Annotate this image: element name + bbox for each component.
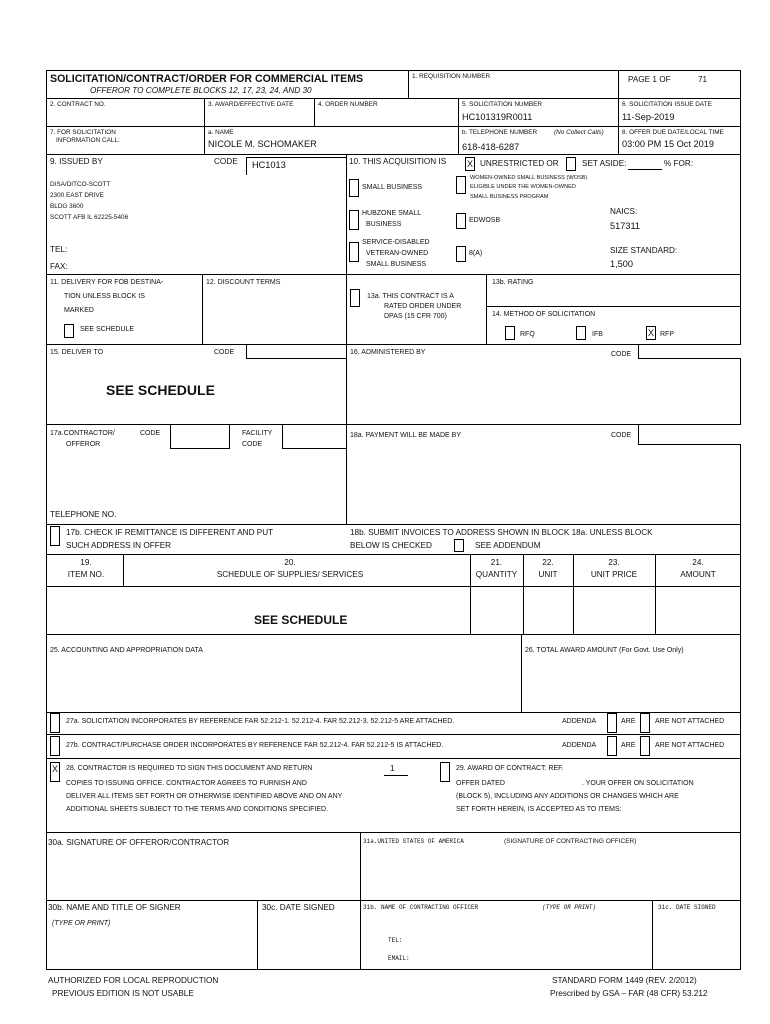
telephone-number[interactable]: 618-418-6287 <box>462 142 520 152</box>
set-aside-checkbox[interactable] <box>566 157 576 171</box>
officer-email-label: EMAIL: <box>388 955 410 962</box>
col-unit-num: 22. <box>542 558 554 567</box>
method-label: 14. METHOD OF SOLICITATION <box>492 311 596 318</box>
27b-are-label: ARE <box>621 742 636 749</box>
issued-address-line-4: SCOTT AFB IL 62225-5406 <box>50 214 129 221</box>
ifb-label: IFB <box>592 331 603 338</box>
col-unit-price-label: UNIT PRICE <box>590 570 638 579</box>
28-label-3: DELIVER ALL ITEMS SET FORTH OR OTHERWISE IDENTIFIED ABOVE AND ON ANY <box>66 793 343 800</box>
info-call-label-2: INFORMATION CALL: <box>56 137 120 144</box>
contact-name-label: a. NAME <box>208 129 234 136</box>
wosb-label-1: WOMEN-OWNED SMALL BUSINESS (WOSB) <box>470 175 588 181</box>
contractor-label-2: OFFEROR <box>66 441 101 448</box>
contractor-code-field[interactable] <box>170 425 230 449</box>
size-standard-label: SIZE STANDARD: <box>610 246 678 255</box>
29-label-3: (BLOCK 5), INCLUDING ANY ADDITIONS OR CHANGES WHICH ARE <box>456 793 679 800</box>
contractor-code-label: CODE <box>140 430 161 437</box>
see-addendum-checkbox[interactable] <box>454 539 464 552</box>
rated-order-label-2: RATED ORDER UNDER <box>384 303 462 310</box>
issued-tel-label: TEL: <box>50 245 68 254</box>
rfq-checkbox[interactable] <box>505 326 515 340</box>
28-label-2: COPIES TO ISSUING OFFICE. CONTRACTOR AGREES TO FURNISH AND <box>66 780 307 787</box>
signature-officer-label: (SIGNATURE OF CONTRACTING OFFICER) <box>504 838 637 845</box>
col-unit-price-num: 23. <box>608 558 620 567</box>
invoice-label-1: 18b. SUBMIT INVOICES TO ADDRESS SHOWN IN BLOCK 18a. UNLESS BLOCK <box>350 528 653 537</box>
rated-order-label-1: 13a. THIS CONTRACT IS A <box>367 293 454 300</box>
set-aside-percent-label: % FOR: <box>664 159 694 168</box>
usa-label: 31a.UNITED STATES OF AMERICA <box>363 838 464 845</box>
wosb-label-2: ELIGIBLE UNDER THE WOMEN-OWNED <box>470 184 576 190</box>
contact-name[interactable]: NICOLE M. SCHOMAKER <box>208 139 317 149</box>
issued-address-line-1: DISA/DITCO-SCOTT <box>50 181 111 188</box>
telephone-label: b. TELEPHONE NUMBER <box>462 129 538 136</box>
total-award-label: 26. TOTAL AWARD AMOUNT (For Govt. Use Only) <box>525 647 684 654</box>
deliver-to-label: 15. DELIVER TO <box>50 349 104 356</box>
28-copies[interactable]: 1 <box>390 764 395 773</box>
telephone-no-label: TELEPHONE NO. <box>50 510 117 519</box>
date-signed-label: 30c. DATE SIGNED <box>262 903 335 912</box>
footer-form-number: STANDARD FORM 1449 (REV. 2/2012) <box>552 976 697 985</box>
col-item-num: 19. <box>80 558 92 567</box>
discount-terms-label: 12. DISCOUNT TERMS <box>206 279 281 286</box>
small-business-label: SMALL BUSINESS <box>362 184 423 191</box>
small-business-checkbox[interactable] <box>349 179 359 197</box>
footer-prescribed-by: Prescribed by GSA – FAR (48 CFR) 53.212 <box>550 989 708 998</box>
27a-are-label: ARE <box>621 718 636 725</box>
schedule-see-schedule: SEE SCHEDULE <box>254 613 348 627</box>
contract-no-label: 2. CONTRACT NO. <box>50 101 106 108</box>
form-frame <box>46 70 741 970</box>
issue-date-label: 6. SOLICITATION ISSUE DATE <box>622 101 712 108</box>
eight-a-checkbox[interactable] <box>456 246 466 262</box>
officer-name-note: (TYPE OR PRINT) <box>542 904 597 911</box>
no-collect-note: (No Collect Calls) <box>554 129 604 136</box>
set-aside-label: SET ASIDE: <box>582 159 627 168</box>
sdvosb-label-2: VETERAN-OWNED <box>366 250 429 257</box>
block11-label-3: MARKED <box>64 307 94 314</box>
28-label-1: 28. CONTRACTOR IS REQUIRED TO SIGN THIS DOCUMENT AND RETURN <box>66 765 313 772</box>
27a-checkbox[interactable] <box>50 713 60 733</box>
27a-label: 27a. SOLICITATION INCORPORATES BY REFERENCE FAR 52.212-1. 52.212-4. FAR 52.212-3. 52.212-5 ARE ATTACHED. <box>66 718 455 725</box>
27b-checkbox[interactable] <box>50 736 60 756</box>
col-schedule-num: 20. <box>284 558 296 567</box>
deliver-to-code-label: CODE <box>214 349 235 356</box>
payment-code-label: CODE <box>611 432 632 439</box>
set-aside-percent-field[interactable] <box>628 169 662 170</box>
signature-offeror-label: 30a. SIGNATURE OF OFFEROR/CONTRACTOR <box>48 838 230 847</box>
officer-date-label: 31c. DATE SIGNED <box>658 904 716 911</box>
administered-by-label: 16. ADMINISTERED BY <box>350 349 426 356</box>
28-checkbox[interactable]: X <box>50 762 60 782</box>
issued-fax-label: FAX: <box>50 262 68 271</box>
form-subtitle: OFFEROR TO COMPLETE BLOCKS 12, 17, 23, 24, AND 30 <box>90 86 312 95</box>
issued-address-line-3: BLDG 3600 <box>50 203 84 210</box>
award-date-label: 3. AWARD/EFFECTIVE DATE <box>208 101 294 108</box>
remittance-label-1: 17b. CHECK IF REMITTANCE IS DIFFERENT AND PUT <box>66 528 274 537</box>
naics-code[interactable]: 517311 <box>610 221 640 231</box>
block11-label-1: 11. DELIVERY FOR FOB DESTINA- <box>50 279 164 286</box>
block11-label-2: TION UNLESS BLOCK IS <box>64 293 145 300</box>
issued-by-label: 9. ISSUED BY <box>50 157 103 166</box>
col-quantity-label: QUANTITY <box>475 570 518 579</box>
hubzone-label-2: BUSINESS <box>366 221 402 228</box>
page-count-label: PAGE 1 OF <box>628 75 671 84</box>
footer-authorized: AUTHORIZED FOR LOCAL REPRODUCTION <box>48 976 219 985</box>
administered-code-label: CODE <box>611 351 632 358</box>
order-number-label: 4. ORDER NUMBER <box>318 101 378 108</box>
27a-are-checkbox[interactable] <box>607 713 617 733</box>
edwosb-checkbox[interactable] <box>456 213 466 229</box>
form-title: SOLICITATION/CONTRACT/ORDER FOR COMMERCIAL ITEMS <box>50 73 364 85</box>
rating-label: 13b. RATING <box>492 279 534 286</box>
edwosb-label: EDWOSB <box>469 217 501 224</box>
wosb-checkbox[interactable] <box>456 176 466 194</box>
remittance-label-2: SUCH ADDRESS IN OFFER <box>66 541 172 550</box>
issued-code-label: CODE <box>214 157 238 166</box>
acquisition-label: 10. THIS ACQUISITION IS <box>349 157 447 166</box>
hubzone-label-1: HUBZONE SMALL <box>362 210 422 217</box>
administered-code-field[interactable] <box>638 345 741 359</box>
unrestricted-checkbox[interactable]: X <box>466 159 473 169</box>
col-item-label: ITEM NO. <box>67 570 105 579</box>
signer-name-note: (TYPE OR PRINT) <box>52 920 111 927</box>
col-quantity-num: 21. <box>490 558 503 567</box>
signer-name-label: 30b. NAME AND TITLE OF SIGNER <box>48 903 181 912</box>
ifb-checkbox[interactable] <box>576 326 586 340</box>
rfq-label: RFQ <box>520 331 535 338</box>
27a-addenda-label: ADDENDA <box>562 718 597 725</box>
col-amount-label: AMOUNT <box>680 570 716 579</box>
29-label-2b: . YOUR OFFER ON SOLICITATION <box>582 780 694 787</box>
27a-are-not-checkbox[interactable] <box>640 713 650 733</box>
footer-previous-edition: PREVIOUS EDITION IS NOT USABLE <box>52 989 194 998</box>
col-schedule-label: SCHEDULE OF SUPPLIES/ SERVICES <box>216 570 364 579</box>
rated-order-label-3: DPAS (15 CFR 700) <box>384 313 447 320</box>
29-label-4: SET FORTH HEREIN, IS ACCEPTED AS TO ITEMS: <box>456 806 622 813</box>
info-call-label-1: 7. FOR SOLICITATION <box>50 129 116 136</box>
unrestricted-label: UNRESTRICTED OR <box>480 159 559 168</box>
29-label-2a: OFFER DATED <box>456 780 505 787</box>
issued-address-line-2: 2300 EAST DRIVE <box>50 192 104 199</box>
officer-tel-label: TEL: <box>388 937 403 944</box>
see-schedule-checkbox[interactable] <box>64 324 74 338</box>
deliver-to-code-field[interactable] <box>246 345 346 359</box>
col-unit-label: UNIT <box>538 570 558 579</box>
facility-code-label-1: FACILITY <box>242 430 273 437</box>
offer-due-date[interactable]: 03:00 PM 15 Oct 2019 <box>622 139 714 149</box>
contractor-label-1: 17a.CONTRACTOR/ <box>50 430 115 437</box>
sdvosb-checkbox[interactable] <box>349 242 359 262</box>
issue-date[interactable]: 11-Sep-2019 <box>622 112 675 122</box>
requisition-number-label: 1. REQUISITION NUMBER <box>412 73 491 80</box>
27a-are-not-label: ARE NOT ATTACHED <box>655 718 725 725</box>
29-label-1: 29. AWARD OF CONTRACT: REF. <box>456 765 564 772</box>
27b-are-checkbox[interactable] <box>607 736 617 756</box>
solicitation-number[interactable]: HC101319R0011 <box>462 112 533 122</box>
rfp-label: RFP <box>660 331 674 338</box>
invoice-label-2: BELOW IS CHECKED <box>350 541 432 550</box>
see-addendum-label: SEE ADDENDUM <box>475 541 541 550</box>
wosb-label-3: SMALL BUSINESS PROGRAM <box>470 194 549 200</box>
facility-code-label-2: CODE <box>242 441 263 448</box>
offer-due-label: 8. OFFER DUE DATE/LOCAL TIME <box>622 129 724 136</box>
28-label-4: ADDITIONAL SHEETS SUBJECT TO THE TERMS AND CONDITIONS SPECIFIED. <box>66 806 329 813</box>
27b-label: 27b. CONTRACT/PURCHASE ORDER INCORPORATES BY REFERENCE FAR 52.212-4. FAR 52.212-5 IS ATTACHED. <box>66 742 444 749</box>
payment-by-label: 18a. PAYMENT WILL BE MADE BY <box>350 432 461 439</box>
solicitation-number-label: 5. SOLICITATION NUMBER <box>462 101 543 108</box>
naics-label: NAICS: <box>610 207 638 216</box>
sdvosb-label-3: SMALL BUSINESS <box>366 261 427 268</box>
remittance-checkbox[interactable] <box>50 526 60 546</box>
hubzone-checkbox[interactable] <box>349 210 359 230</box>
officer-name-label: 31b. NAME OF CONTRACTING OFFICER <box>363 904 479 911</box>
col-amount-num: 24. <box>692 558 704 567</box>
sdvosb-label-1: SERVICE-DISABLED <box>362 239 430 246</box>
27b-are-not-checkbox[interactable] <box>640 736 650 756</box>
see-schedule-label-11: SEE SCHEDULE <box>80 326 135 333</box>
27b-addenda-label: ADDENDA <box>562 742 597 749</box>
facility-code-field[interactable] <box>282 425 346 449</box>
page-total: 71 <box>698 75 708 84</box>
27b-are-not-label: ARE NOT ATTACHED <box>655 742 725 749</box>
issued-code: HC1013 <box>252 160 286 170</box>
29-checkbox[interactable] <box>440 762 450 782</box>
deliver-to-see-schedule: SEE SCHEDULE <box>106 382 215 398</box>
accounting-label: 25. ACCOUNTING AND APPROPRIATION DATA <box>50 647 203 654</box>
eight-a-label: 8(A) <box>469 250 483 257</box>
rated-order-checkbox[interactable] <box>350 289 360 307</box>
rfp-checkbox[interactable]: X <box>647 328 654 338</box>
size-standard[interactable]: 1,500 <box>610 259 633 269</box>
payment-code-field[interactable] <box>638 425 741 445</box>
